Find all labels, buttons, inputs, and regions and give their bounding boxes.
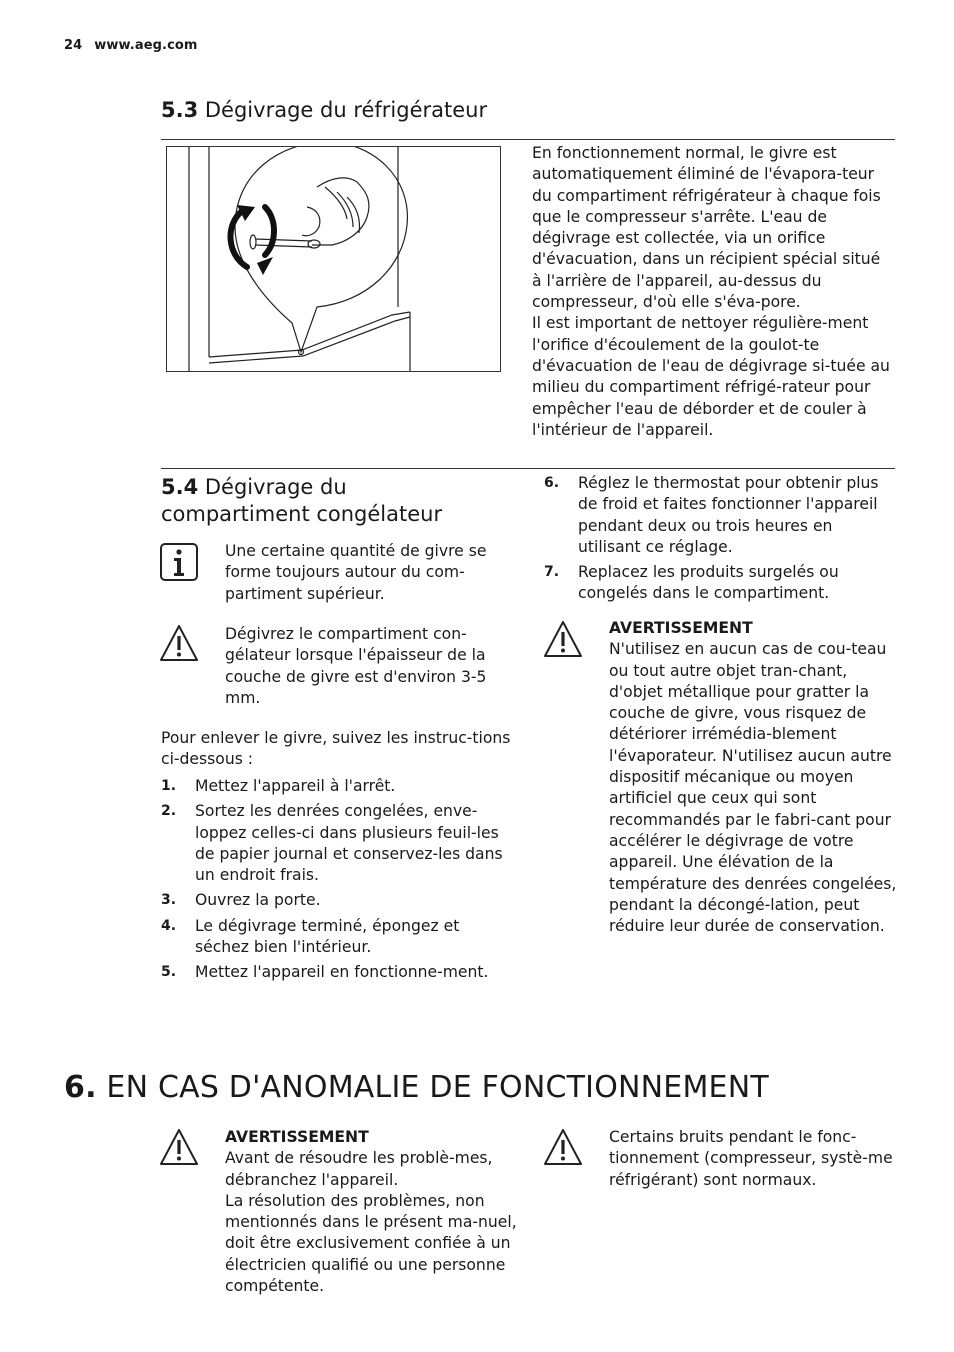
defrost-intro: Pour enlever le givre, suivez les instruc-tions ci-dessous : xyxy=(161,729,511,769)
warning-triangle-icon xyxy=(543,1127,583,1167)
section-5-4-heading-line1: Dégivrage du xyxy=(204,475,347,499)
chapter-6-warning xyxy=(225,1127,517,1297)
section-5-3-rule xyxy=(161,139,895,140)
chapter-6-number: 6. xyxy=(64,1070,97,1105)
page-header xyxy=(64,38,198,53)
list-item: 3. Ouvrez la porte. xyxy=(161,891,321,910)
section-5-3-title xyxy=(161,97,487,124)
warning-text-line1: Avant de résoudre les problè-mes, débranchez l'appareil. xyxy=(225,1149,493,1189)
list-item: 6. Réglez le thermostat pour obtenir plus de froid et faites fonctionner l'appareil pendant deux ou trois heures en utilisant ce réglage. xyxy=(544,474,879,556)
list-item: 5. Mettez l'appareil en fonctionne-ment. xyxy=(161,963,489,982)
warning-block xyxy=(609,618,899,937)
warning-triangle-icon xyxy=(543,619,583,659)
section-5-4-rule xyxy=(161,468,895,469)
website-url: www.aeg.com xyxy=(94,38,198,53)
section-5-3-paragraph-2: Il est important de nettoyer régulière-ment l'orifice d'écoulement de la goulot-te d'évacuation de l'eau de dégivrage si-tuée au milieu du compartiment réfrigé-rateur pour empêcher l'eau de déborder et de couler à l'intérieur de l'appareil. xyxy=(532,314,890,439)
list-item: 1. Mettez l'appareil à l'arrêt. xyxy=(161,777,396,795)
chapter-6-heading: EN CAS D'ANOMALIE DE FONCTIONNEMENT xyxy=(106,1070,769,1105)
defrost-steps-list-continued xyxy=(544,473,894,609)
section-5-3-paragraph-1: En fonctionnement normal, le givre est automatiquement éliminé de l'évapora-teur du compartiment réfrigérateur à chaque fois que le compresseur s'arrête. L'eau de dégivrage est collectée, via un orifice d'évacuation, dans un récipient spécial situé à l'arrière de l'appareil, au-dessus du compresseur, d'où elle s'éva-pore. xyxy=(532,144,881,312)
chapter-6-title xyxy=(64,1069,769,1107)
section-5-3-number: 5.3 xyxy=(161,98,199,122)
warning-text: N'utilisez en aucun cas de cou-teau ou tout autre objet tran-chant, d'objet métallique pour gratter la couche de givre, vous risquez de détériorer irrémédia-blement l'évaporateur. N'utilisez aucun autre dispositif mécanique ou moyen artificiel que ceux qui sont recommandés par le fabri-cant pour accélérer le dégivrage de votre appareil. Une élévation de la température des denrées congelées, pendant la décongé-lation, peut réduire leur durée de conservation. xyxy=(609,640,897,936)
warning-triangle-icon xyxy=(159,623,199,663)
list-item: 7. Replacez les produits surgelés ou congelés dans le compartiment. xyxy=(544,563,839,603)
section-5-4-number: 5.4 xyxy=(161,475,199,499)
section-5-4-heading-line2: compartiment congélateur xyxy=(161,502,443,526)
info-icon xyxy=(159,542,199,582)
defrost-steps-list xyxy=(161,776,511,988)
section-5-4-title xyxy=(161,474,521,528)
warning-text-line2: La résolution des problèmes, non mentionnés dans le présent ma-nuel, doit être exclusivement confiée à un électricien qualifié ou une personne compétente. xyxy=(225,1191,517,1296)
warning-triangle-icon xyxy=(159,1127,199,1167)
defrost-illustration xyxy=(166,146,501,372)
list-item: 4. Le dégivrage terminé, épongez et séchez bien l'intérieur. xyxy=(161,916,460,957)
warning-title: AVERTISSEMENT xyxy=(225,1128,369,1146)
noise-note-text: Certains bruits pendant le fonc-tionnement (compresseur, systè-me réfrigérant) sont normaux. xyxy=(609,1128,893,1189)
caution-note-text: Dégivrez le compartiment con-gélateur lorsque l'épaisseur de la couche de givre est d'environ 3-5 mm. xyxy=(225,625,487,707)
page-number: 24 xyxy=(64,38,83,53)
info-note-text: Une certaine quantité de givre se forme toujours autour du com-partiment supérieur. xyxy=(225,542,487,603)
list-item: 2. Sortez les denrées congelées, enve-loppez celles-ci dans plusieurs feuil-les de papier journal et conservez-les dans un endroit frais. xyxy=(161,802,503,885)
section-5-3-heading: Dégivrage du réfrigérateur xyxy=(204,98,488,122)
defrost-drain-cleaning-illustration xyxy=(167,147,500,371)
warning-title: AVERTISSEMENT xyxy=(609,619,753,637)
section-5-3-text xyxy=(532,143,894,441)
